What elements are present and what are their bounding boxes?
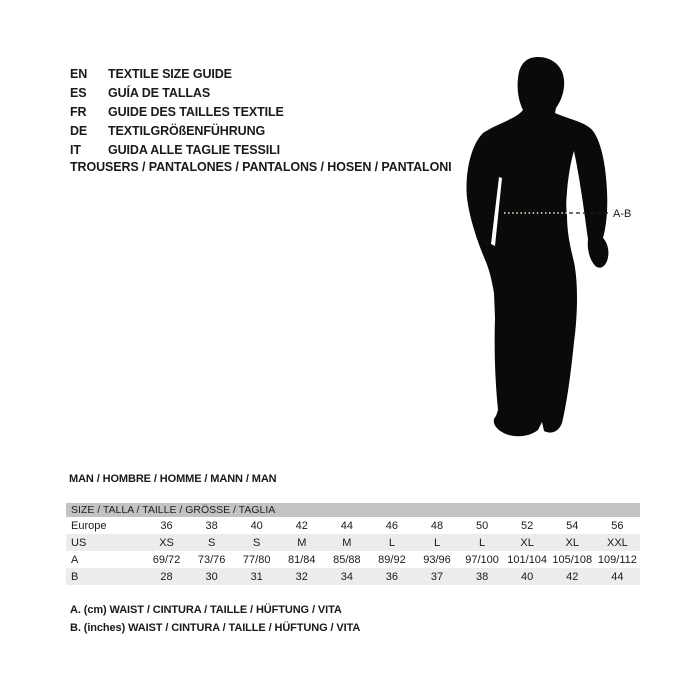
size-cell: XL (505, 534, 550, 551)
row-label: Europe (71, 519, 107, 532)
size-cell: L (369, 534, 414, 551)
table-row-a-cm (66, 551, 640, 568)
size-cell: S (234, 534, 279, 551)
language-row-de (70, 121, 284, 140)
language-list (70, 64, 284, 159)
table-row-us (66, 534, 640, 551)
size-cell: 31 (234, 568, 279, 585)
size-cell: M (324, 534, 369, 551)
size-table-header: SIZE / TALLA / TAILLE / GRÖSSE / TAGLIA (66, 503, 640, 517)
size-cell: 109/112 (597, 553, 637, 566)
category-title: TROUSERS / PANTALONES / PANTALONS / HOSEN / PANTALONI (70, 160, 452, 174)
size-cell: 54 (566, 519, 579, 532)
size-cell: 101/104 (507, 553, 548, 566)
size-cell: 42 (295, 519, 308, 532)
size-cell: 44 (340, 519, 353, 532)
size-cell: 97/100 (465, 553, 499, 566)
size-cell: 50 (475, 519, 489, 532)
man-silhouette-figure (440, 50, 650, 450)
size-cell: L (460, 534, 505, 551)
language-label: GUÍA DE TALLAS (108, 85, 211, 100)
size-cell: 37 (414, 568, 459, 585)
size-cell: 46 (385, 519, 399, 532)
size-cell: 73/76 (197, 553, 226, 566)
language-label: GUIDA ALLE TAGLIE TESSILI (108, 142, 281, 157)
size-cell: 34 (324, 568, 369, 585)
size-cell: XXL (595, 534, 640, 551)
size-cell: 38 (205, 519, 218, 532)
size-cell: XS (144, 534, 189, 551)
size-cell: L (414, 534, 459, 551)
footnote-b-inches: B. (inches) WAIST / CINTURA / TAILLE / HÜFTUNG / VITA (70, 622, 361, 634)
size-cell: 40 (250, 519, 263, 532)
language-row-en (70, 64, 284, 83)
size-cell: 38 (460, 568, 505, 585)
footnotes (70, 604, 360, 640)
man-silhouette-icon (467, 57, 609, 436)
size-cell: 85/88 (333, 553, 361, 566)
size-cell: XL (550, 534, 595, 551)
language-label: TEXTILGRÖßENFÜHRUNG (108, 123, 266, 138)
size-cell: 42 (550, 568, 595, 585)
table-row-b-inches (66, 568, 640, 585)
size-cell: 32 (279, 568, 324, 585)
section-title-man: MAN / HOMBRE / HOMME / MANN / MAN (69, 473, 277, 485)
size-cell: 30 (189, 568, 234, 585)
size-cell: 93/96 (423, 553, 451, 566)
size-table (66, 503, 640, 585)
language-code: FR (70, 104, 87, 119)
size-cell: 44 (595, 568, 640, 585)
size-cell: 48 (430, 519, 444, 532)
language-code: EN (70, 66, 88, 81)
table-row-europe (66, 517, 640, 534)
size-cell: 77/80 (242, 553, 271, 566)
row-label: US (66, 534, 144, 551)
language-code: IT (70, 142, 81, 157)
footnote-a-cm: A. (cm) WAIST / CINTURA / TAILLE / HÜFTUNG / VITA (70, 604, 342, 616)
language-row-fr (70, 102, 284, 121)
size-cell: 69/72 (152, 553, 181, 566)
row-label: B (66, 568, 144, 585)
size-cell: 36 (160, 519, 173, 532)
size-cell: M (279, 534, 324, 551)
size-cell: 40 (505, 568, 550, 585)
size-cell: 36 (369, 568, 414, 585)
size-cell: 52 (521, 519, 534, 532)
size-cell: 81/84 (288, 553, 316, 566)
size-cell: 89/92 (378, 553, 406, 566)
size-cell: 105/108 (552, 553, 593, 566)
language-label: GUIDE DES TAILLES TEXTILE (108, 104, 284, 119)
language-row-es (70, 83, 284, 102)
language-code: DE (70, 123, 88, 138)
language-row-it (70, 140, 284, 159)
language-label: TEXTILE SIZE GUIDE (108, 66, 232, 81)
row-label: A (71, 553, 79, 566)
measure-label: A-B (613, 208, 632, 220)
size-cell: 28 (144, 568, 189, 585)
size-table-header-row (66, 503, 640, 517)
language-code: ES (70, 85, 87, 100)
size-cell: 56 (611, 519, 624, 532)
size-cell: S (189, 534, 234, 551)
